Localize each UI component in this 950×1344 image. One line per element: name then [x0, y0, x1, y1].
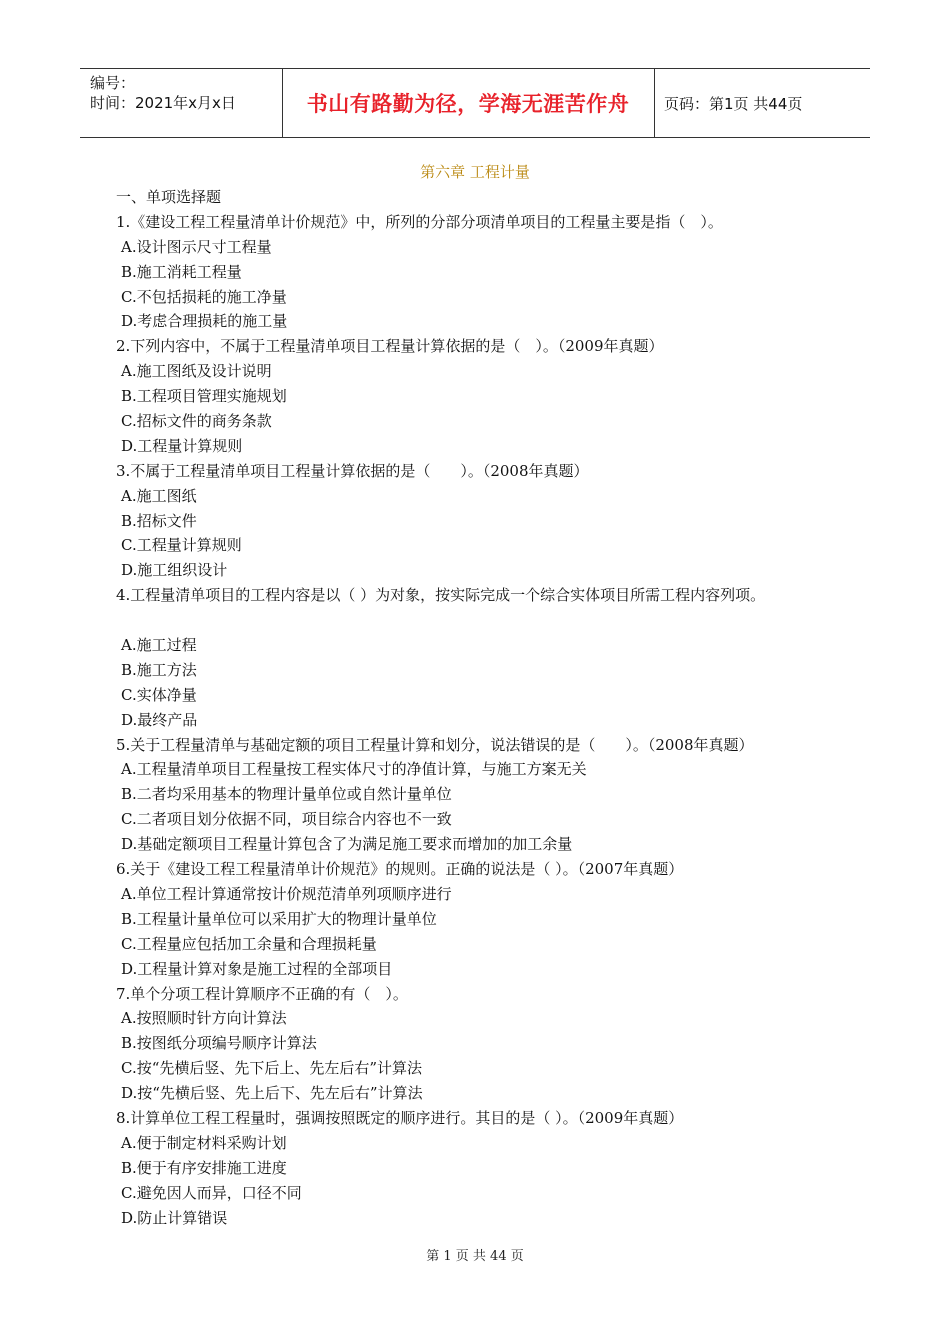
answer-option: C.二者项目划分依据不同，项目综合内容也不一致 — [121, 810, 452, 829]
answer-option: C.不包括损耗的施工净量 — [121, 287, 287, 306]
answer-option: B.施工消耗工程量 — [121, 262, 242, 281]
question-list — [116, 185, 856, 1230]
answer-option: C.工程量计算规则 — [121, 536, 242, 555]
question-stem: 5.关于工程量清单与基础定额的项目工程量计算和划分，说法错误的是（ ）。（2008年真题） — [116, 735, 754, 754]
number-label: 编号： — [90, 74, 136, 92]
question-stem: 3.不属于工程量清单项目工程量计算依据的是（ ）。（2008年真题） — [116, 461, 589, 480]
page-footer: 第 1 页 共 44 页 — [426, 1249, 524, 1264]
answer-option: A.施工图纸及设计说明 — [121, 362, 272, 381]
time-label: 时间：2021年x月x日 — [90, 94, 236, 112]
answer-option: A.单位工程计算通常按计价规范清单列项顺序进行 — [121, 884, 452, 903]
blank-line — [116, 608, 856, 633]
answer-option: A.工程量清单项目工程量按工程实体尺寸的净值计算，与施工方案无关 — [121, 760, 587, 779]
question-stem: 6.关于《建设工程工程量清单计价规范》的规则。正确的说法是（ ）。（2007年真题） — [116, 860, 684, 879]
question-stem: 1.《建设工程工程量清单计价规范》中，所列的分部分项清单项目的工程量主要是指（ ）。 — [116, 212, 723, 231]
header-motto: 书山有路勤为径，学海无涯苦作舟 — [306, 92, 630, 116]
answer-option: B.二者均采用基本的物理计量单位或自然计量单位 — [121, 785, 452, 804]
header-meta — [90, 73, 280, 113]
question-stem: 7.单个分项工程计算顺序不正确的有（ ）。 — [116, 984, 408, 1003]
answer-option: B.便于有序安排施工进度 — [121, 1158, 287, 1177]
answer-option: B.按图纸分项编号顺序计算法 — [121, 1034, 317, 1053]
answer-option: A.便于制定材料采购计划 — [121, 1133, 287, 1152]
answer-option: A.施工过程 — [121, 636, 197, 655]
question-stem: 4.工程量清单项目的工程内容是以（ ）为对象，按实际完成一个综合实体项目所需工程内容列项。 — [116, 586, 766, 605]
chapter-title: 第六章 工程计量 — [420, 163, 530, 181]
answer-option: B.招标文件 — [121, 511, 197, 530]
answer-option: D.防止计算错误 — [121, 1208, 228, 1227]
answer-option: D.最终产品 — [121, 710, 198, 729]
answer-option: C.避免因人而异，口径不同 — [121, 1183, 302, 1202]
answer-option: A.设计图示尺寸工程量 — [121, 237, 272, 256]
answer-option: A.按照顺时针方向计算法 — [121, 1009, 287, 1028]
answer-option: B.工程量计量单位可以采用扩大的物理计量单位 — [121, 909, 437, 928]
section-title: 一、单项选择题 — [116, 188, 222, 206]
answer-option: D.施工组织设计 — [121, 561, 228, 580]
header-table — [80, 68, 870, 138]
answer-option: D.按“先横后竖、先上后下、先左后右”计算法 — [121, 1084, 423, 1103]
answer-option: D.工程量计算对象是施工过程的全部项目 — [121, 959, 393, 978]
answer-option: D.工程量计算规则 — [121, 436, 243, 455]
header-divider — [654, 69, 655, 137]
answer-option: B.施工方法 — [121, 660, 197, 679]
answer-option: C.招标文件的商务条款 — [121, 412, 272, 431]
answer-option: D.考虑合理损耗的施工量 — [121, 312, 288, 331]
answer-option: D.基础定额项目工程量计算包含了为满足施工要求而增加的加工余量 — [121, 835, 573, 854]
question-stem: 2.下列内容中，不属于工程量清单项目工程量计算依据的是（ ）。（2009年真题） — [116, 337, 664, 356]
answer-option: A.施工图纸 — [121, 486, 197, 505]
answer-option: C.按“先横后竖、先下后上、先左后右”计算法 — [121, 1059, 423, 1078]
answer-option: C.实体净量 — [121, 685, 197, 704]
question-stem: 8.计算单位工程工程量时，强调按照既定的顺序进行。其目的是（ ）。（2009年真题） — [116, 1108, 684, 1127]
answer-option: C.工程量应包括加工余量和合理损耗量 — [121, 934, 377, 953]
answer-option: B.工程项目管理实施规划 — [121, 387, 287, 406]
header-page-info: 页码：第1页 共44页 — [664, 94, 803, 113]
